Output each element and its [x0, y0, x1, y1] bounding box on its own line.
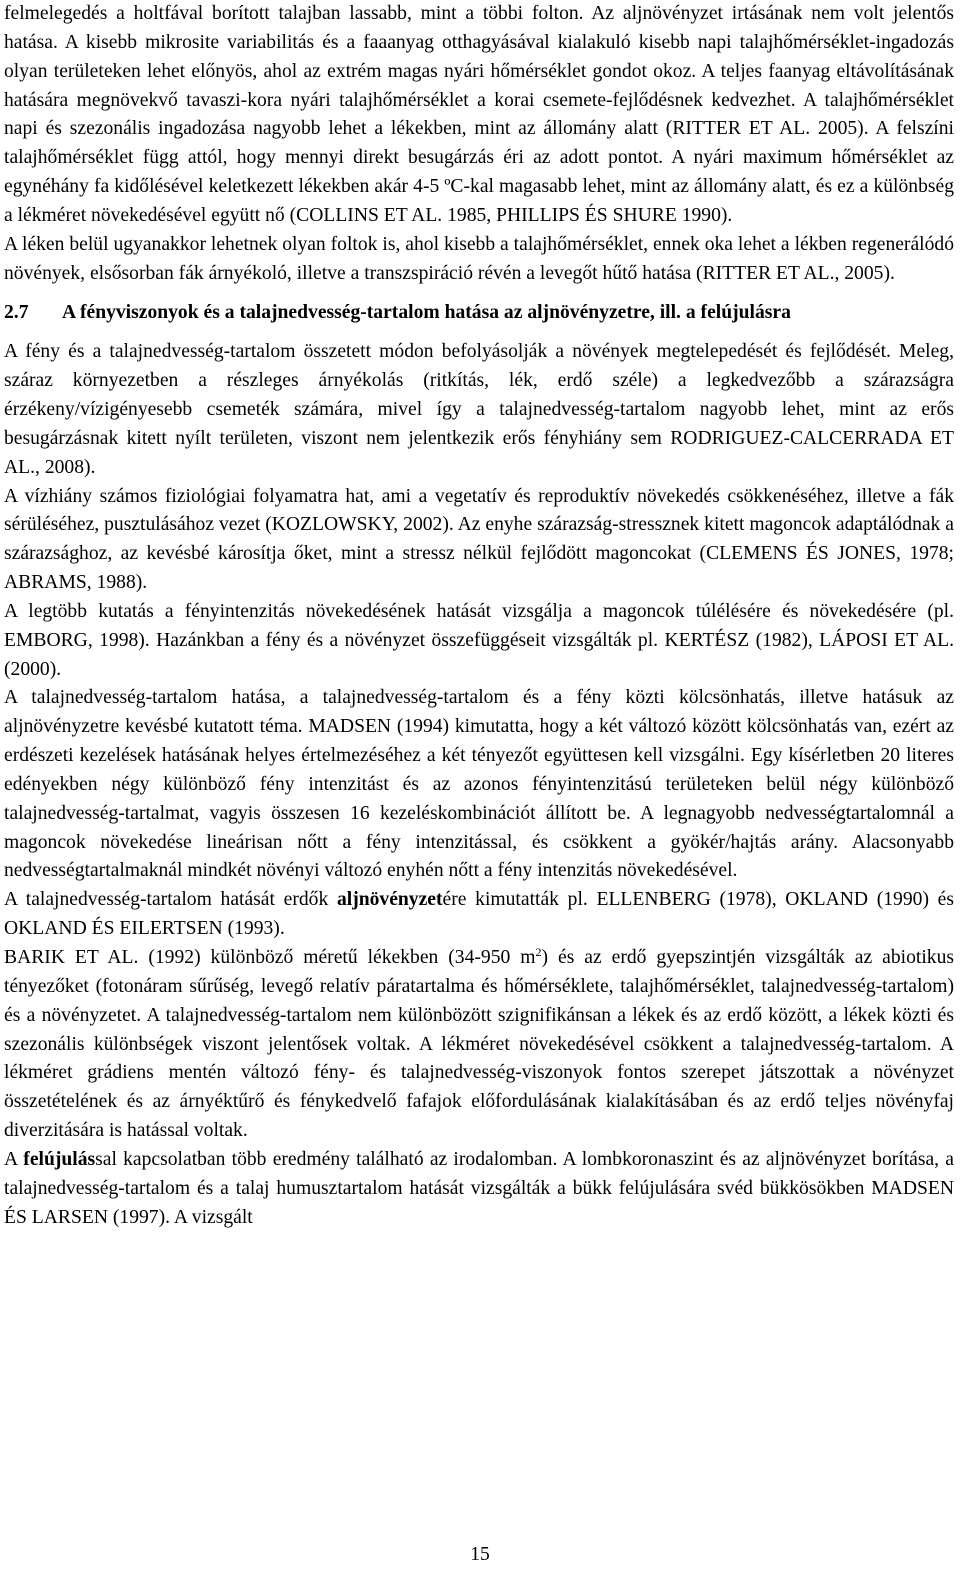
paragraph-text: A — [4, 1148, 24, 1170]
paragraph: A fény és a talajnedvesség-tartalom összetett módon befolyásolják a növények megtelepedését és fejlődését. Meleg, száraz környezetben a részleges árnyékolás (ritkítás, lék, erdő széle) a legkedvezőbb a szárazságra érzékeny/vízigényesebb csemeték számára, mivel így a talajnedvesség-tartalom nagyobb lehet, mint az erős besugárzásnak kitett nyílt területen, viszont nem jelentkezik erős fényhiány sem RODRIGUEZ-CALCERRADA ET AL., 2008). — [4, 341, 954, 478]
paragraph-text: BARIK ET AL. (1992) különböző méretű lékekben (34-950 m — [4, 947, 536, 968]
paragraph — [4, 1146, 954, 1233]
paragraph: felmelegedés a holtfával borított talajban lassabb, mint a többi folton. Az aljnövényzet irtásának nem volt jelentős hatása. A kisebb mikrosite variabilitás és a faaanyag otthagyásával kialakuló kisebb napi talajhőmérséklet-ingadozás olyan területeken lehet előnyös, ahol az extrém magas nyári hőmérséklet gondot okoz. A teljes faanyag eltávolításának hatására megnövekvő tavaszi-kora nyári talajhőmérséklet a korai csemete-fejlődésnek kedvezhet. A talajhőmérséklet napi és szezonális ingadozása nagyobb lehet a lékekben, mint az állomány alatt (RITTER ET AL. 2005). A felszíni talajhőmérséklet függ attól, hogy mennyi direkt besugárzás éri az adott pontot. A nyári maximum hőmérséklet az egynéhány fa kidőlésével keletkezett lékekben akár 4-5 ºC-kal magasabb lehet, mint az állomány alatt, és ez a különbség a lékméret növekedésével együtt nő (COLLINS ET AL. 1985, PHILLIPS ÉS SHURE 1990). — [4, 3, 954, 226]
paragraph: A léken belül ugyanakkor lehetnek olyan foltok is, ahol kisebb a talajhőmérséklet, ennek oka lehet a lékben regenerálódó növények, elsősorban fák árnyékoló, illetve a transzspiráció révén a levegőt hűtő hatása (RITTER ET AL., 2005). — [4, 233, 954, 284]
document-page — [4, 0, 954, 1232]
paragraph — [4, 886, 954, 944]
paragraph-text: sal kapcsolatban több eredmény található az irodalomban. A lombkoronaszint és az aljnövényzet borítása, a talajnedvesség-tartalom és a talaj humusztartalom hatását vizsgálták a bükk felújulására svéd bükkösökben MADSEN ÉS LARSEN (1997). A vizsgált — [4, 1148, 954, 1228]
paragraph-text: ) és az erdő gyepszintjén vizsgálták az abiotikus tényezőket (fotonáram sűrűség, levegő relatív páratartalma és hőmérséklete, talajhőmérséklet, talajnedvesség-tartalom) és a növényzetet. A talajnedvesség-tartalom nem különbözött szignifikánsan a lékek és az erdő között, a lékek közti és szezonális különbségek viszont jelentősek voltak. A lékméret növekedésével csökkent a talajnedvesség-tartalom. A lékméret grádiens mentén változó fény- és talajnedvesség-viszonyok fontos szerepet játszottak a növényzet összetételének és az árnyéktűrő és fénykedvelő fafajok előfordulásának kialakításában és az erdő teljes növényfaj diverzitására is hatással voltak. — [4, 947, 954, 1142]
bold-term: felújulás — [23, 1148, 96, 1170]
section-title: A fényviszonyok és a talajnedvesség-tartalom hatása az aljnövényzetre, ill. a felújulásra — [62, 302, 791, 324]
paragraph: A legtöbb kutatás a fényintenzitás növekedésének hatását vizsgálja a magoncok túlélésére és növekedésére (pl. EMBORG, 1998). Hazánkban a fény és a növényzet összefüggéseit vizsgálták pl. KERTÉSZ (1982), LÁPOSI ET AL. (2000). — [4, 600, 954, 680]
bold-term: aljnövényzet — [336, 889, 443, 911]
paragraph-text: ére kimutatták pl. ELLENBERG (1978), OKLAND (1990) és OKLAND ÉS EILERTSEN (1993). — [4, 889, 954, 940]
section-number: 2.7 — [4, 302, 29, 324]
page-number: 15 — [470, 1544, 490, 1565]
paragraph: A vízhiány számos fiziológiai folyamatra hat, ami a vegetatív és reproduktív növekedés csökkenéséhez, illetve a fák sérüléséhez, pusztulásához vezet (KOZLOWSKY, 2002). Az enyhe szárazság-stressznek kitett magoncok adaptálódnak a szárazsághoz, az kevésbé károsítja őket, mint a stressz nélkül fejlődött magoncokat (CLEMENS ÉS JONES, 1978; ABRAMS, 1988). — [4, 485, 954, 594]
paragraph-text: A talajnedvesség-tartalom hatását erdők — [4, 889, 337, 911]
paragraph: A talajnedvesség-tartalom hatása, a talajnedvesség-tartalom és a fény közti kölcsönhatás, illetve hatásuk az aljnövényzetre kevésbé kutatott téma. MADSEN (1994) kimutatta, hogy a két változó között kölcsönhatás van, ezért az erdészeti kezelések hatásának helyes értelmezéséhez a két tényezőt együttesen kell vizsgálni. Egy kísérletben 20 literes edényekben négy különböző fény intenzitást és az azonos fényintenzitású területeken belül négy különböző talajnedvesség-tartalmat, vagyis összesen 16 kezeléskombinációt állított be. A legnagyobb nedvességtartalomnál a magoncok növekedése lineárisan nőtt a fény intenzitással, és csökkent a gyökér/hajtás arány. Alacsonyabb nedvességtartalmaknál mindkét növényi változó enyhén nőtt a fény intenzitás növekedésével. — [4, 687, 954, 882]
superscript: 2 — [535, 945, 542, 959]
paragraph — [4, 944, 954, 1146]
section-heading — [4, 299, 954, 328]
